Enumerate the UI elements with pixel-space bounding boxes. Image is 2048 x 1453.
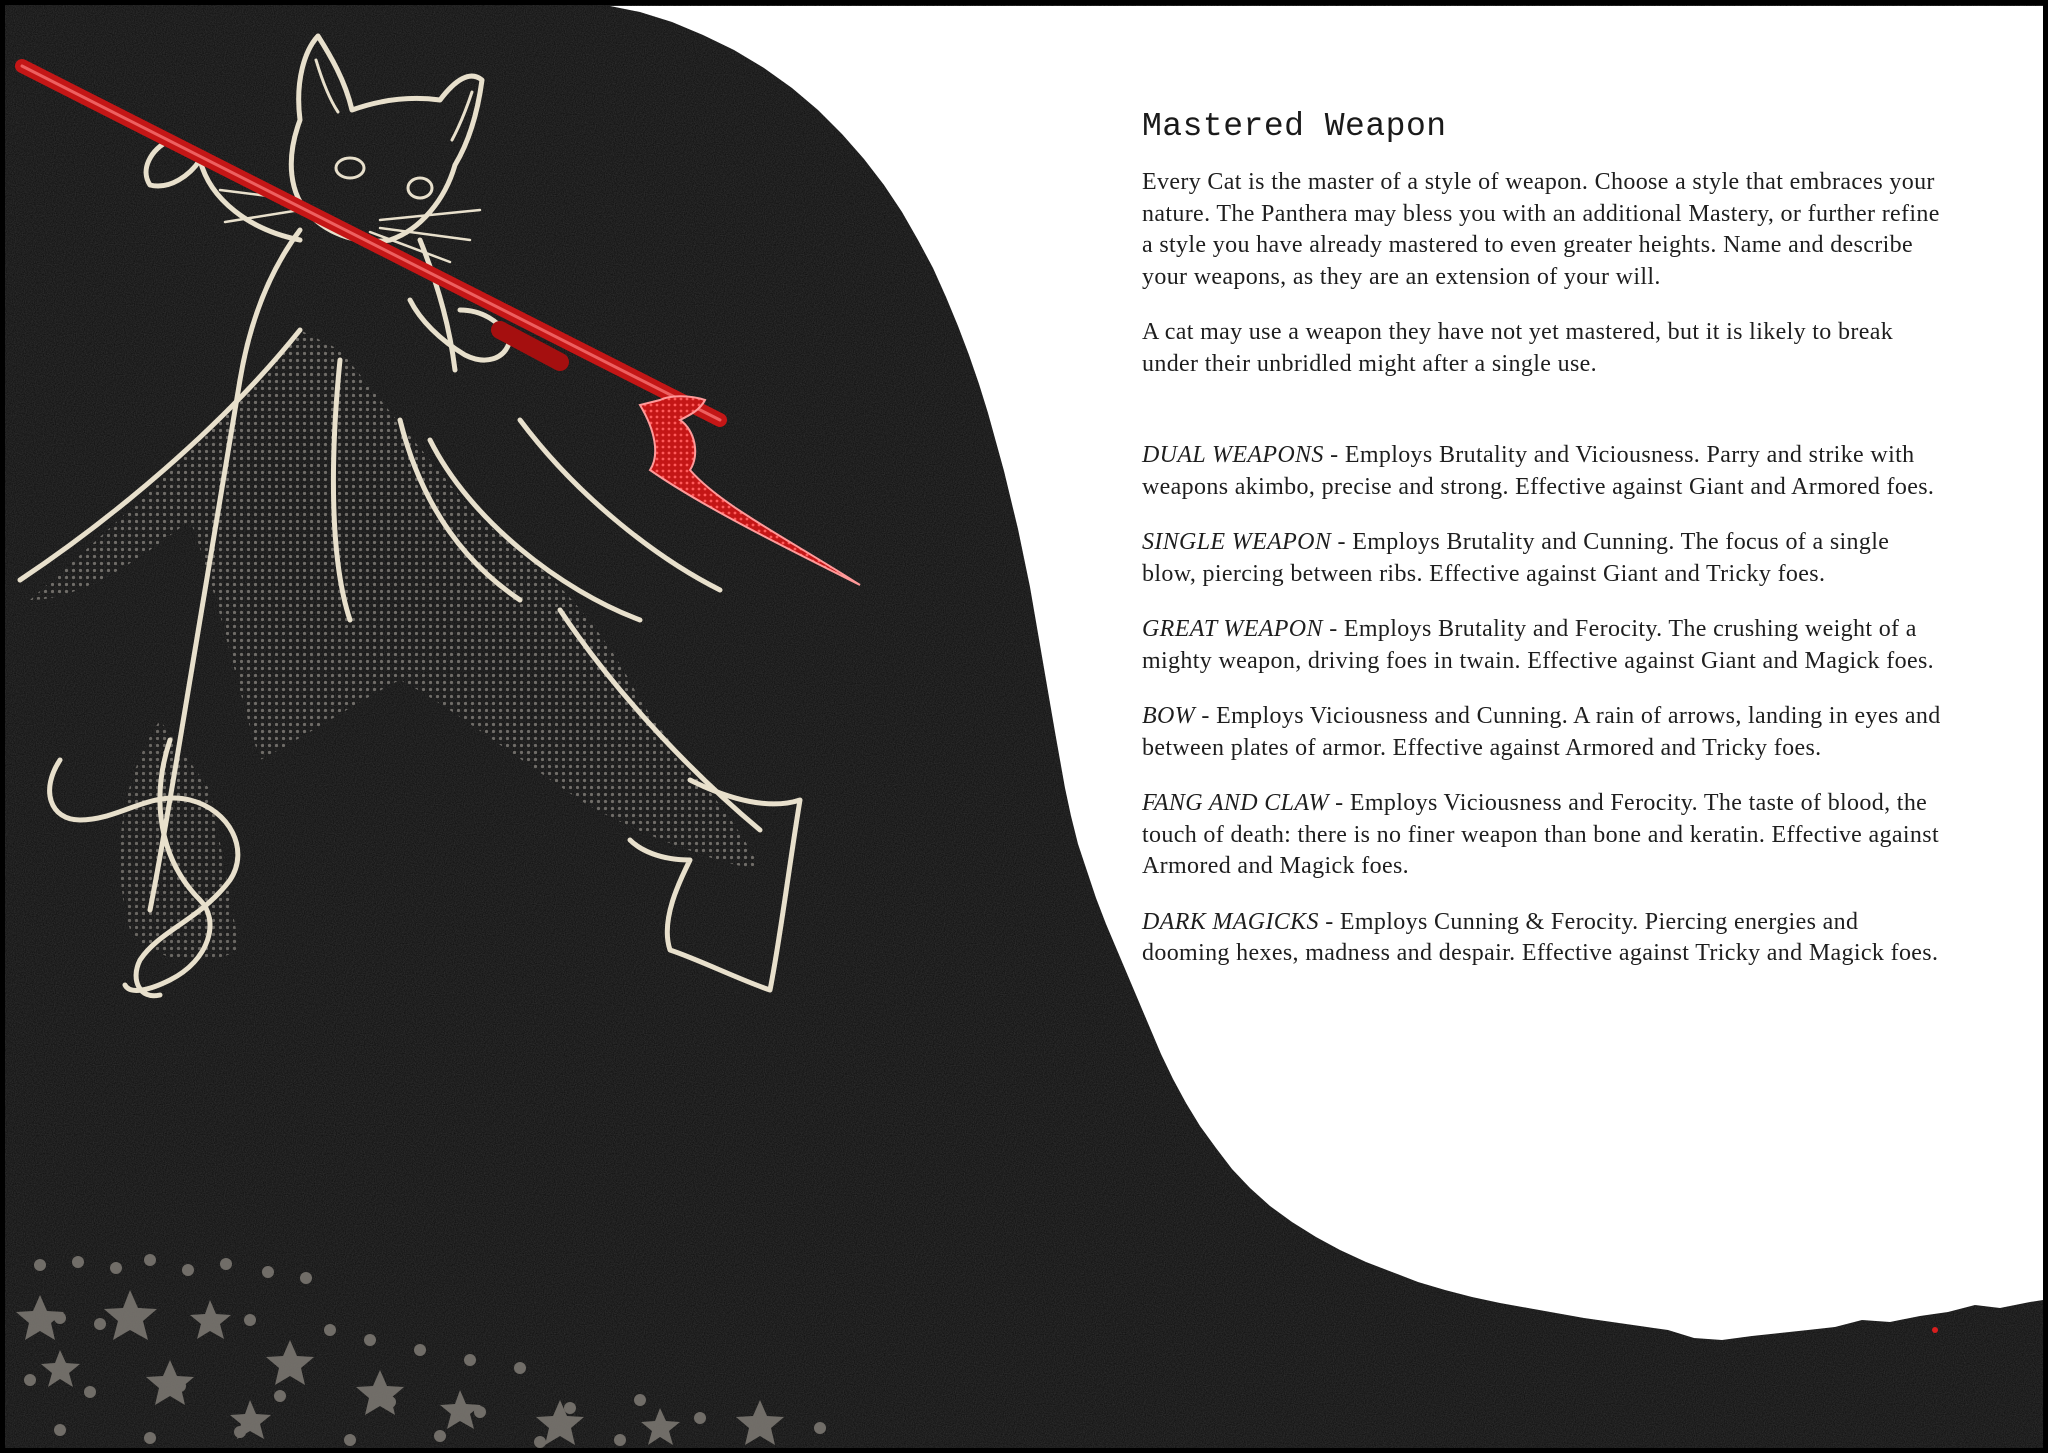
weapon-separator: - <box>1331 529 1353 555</box>
weapon-description: Employs Viciousness and Ferocity. The taste of blood, the touch of death: there is no finer weapon than bone and keratin. Effective against Armored and Magick foes. <box>1142 790 1939 879</box>
weapon-description: Employs Viciousness and Cunning. A rain of arrows, landing in eyes and between plates of armor. Effective against Armored and Tricky foes. <box>1142 703 1941 761</box>
weapon-description: Employs Brutality and Ferocity. The crushing weight of a mighty weapon, driving foes in twain. Effective against Giant and Magick foes. <box>1142 616 1934 674</box>
weapon-separator: - <box>1328 790 1350 816</box>
weapon-description: Employs Cunning & Ferocity. Piercing energies and dooming hexes, madness and despair. Effective against Tricky and Magick foes. <box>1142 908 1939 966</box>
weapon-entry <box>1142 788 1942 883</box>
weapon-term: DARK MAGICKS <box>1142 908 1319 935</box>
weapon-description: Employs Brutality and Cunning. The focus of a single blow, piercing between ribs. Effective against Giant and Tricky foes. <box>1142 529 1890 587</box>
weapon-entry <box>1142 701 1942 764</box>
weapon-entry <box>1142 907 1942 970</box>
section-spacer <box>1142 404 1942 440</box>
intro-paragraph: Every Cat is the master of a style of weapon. Choose a style that embraces your nature. The Panthera may bless you with an additional Mastery, or further refine a style you have already mastered to even greater heights. Name and describe your weapons, as they are an extension of your will. <box>1142 169 1940 290</box>
weapon-separator: - <box>1318 908 1340 935</box>
intro-paragraph: A cat may use a weapon they have not yet mastered, but it is likely to break under their unbridled might after a single use. <box>1142 319 1894 377</box>
weapon-term: DUAL WEAPONS <box>1142 442 1324 468</box>
weapon-separator: - <box>1323 442 1345 468</box>
weapon-entry <box>1142 614 1942 677</box>
weapon-separator: - <box>1195 703 1217 729</box>
weapon-term: FANG AND CLAW <box>1142 790 1329 816</box>
red-fleck <box>1932 1327 1938 1333</box>
weapon-entry <box>1142 440 1942 503</box>
weapon-term: GREAT WEAPON <box>1142 616 1323 642</box>
page-title: Mastered Weapon <box>1142 108 1447 145</box>
weapon-term: SINGLE WEAPON <box>1142 529 1332 555</box>
weapon-term: BOW <box>1142 703 1196 729</box>
weapon-separator: - <box>1322 616 1344 642</box>
weapon-entry <box>1142 527 1942 590</box>
rules-text-column <box>1142 108 1942 994</box>
weapon-description: Employs Brutality and Viciousness. Parry and strike with weapons akimbo, precise and strong. Effective against Giant and Armored foes. <box>1142 442 1935 500</box>
